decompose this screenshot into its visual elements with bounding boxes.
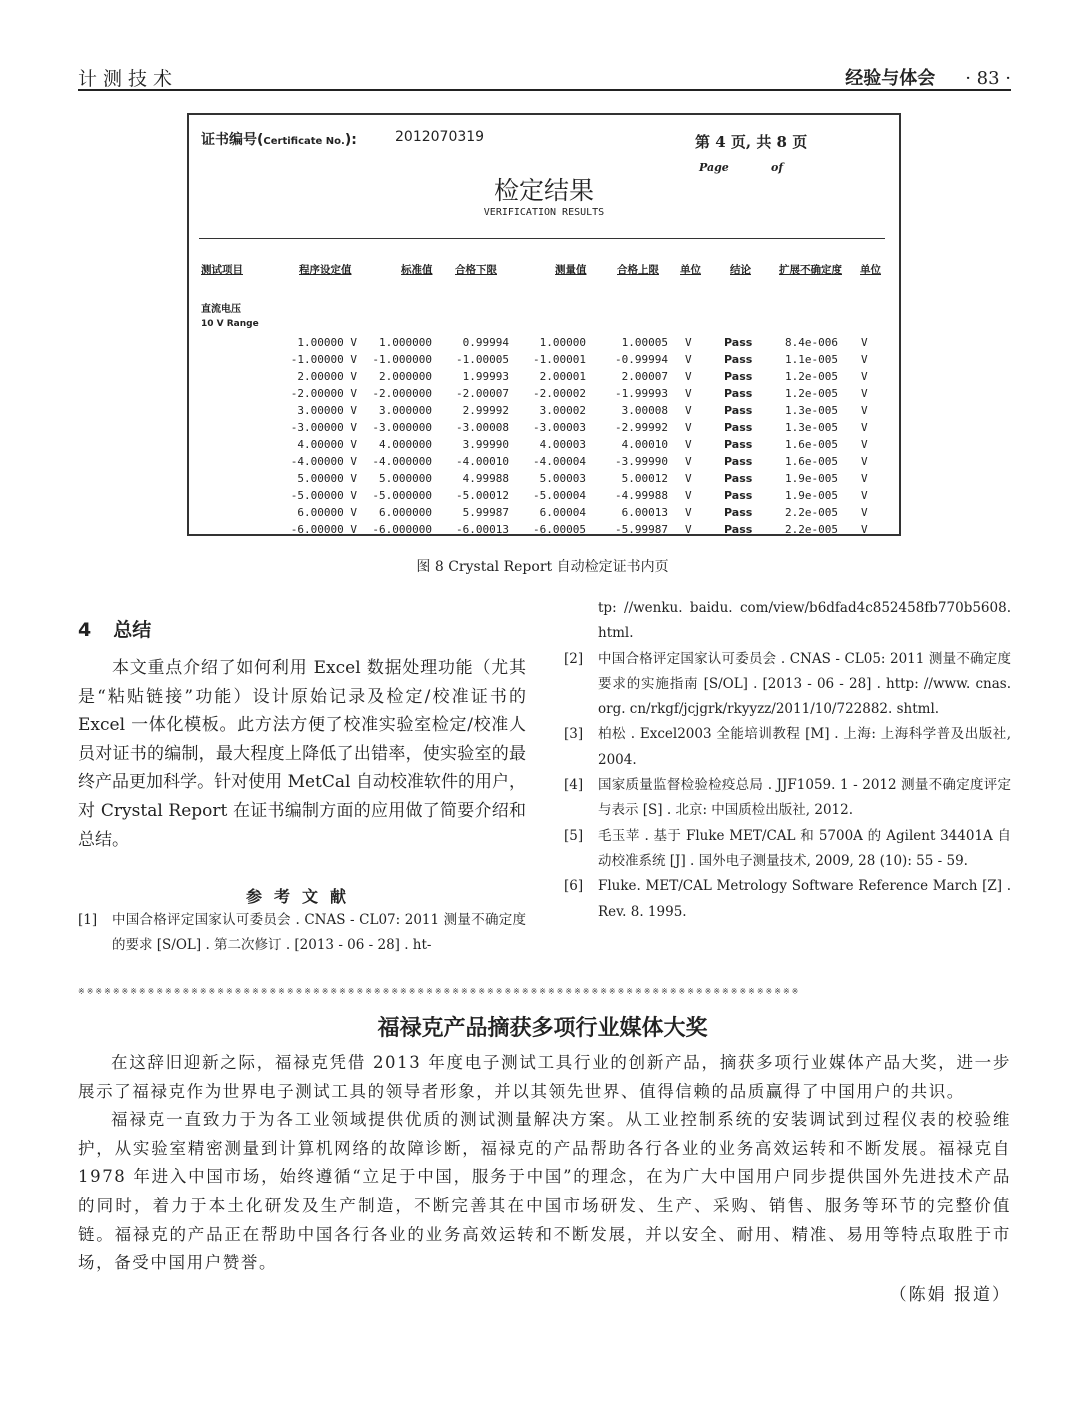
table-cell: Pass <box>724 336 753 349</box>
reference-text: 柏松 . Excel2003 全能培训教程 [M] . 上海: 上海科学普及出版社, 2004. <box>598 726 1011 768</box>
table-cell: 1.00005 <box>621 336 668 349</box>
table-cell: Pass <box>724 455 753 468</box>
page-number: · 83 · <box>965 68 1011 89</box>
table-cell: 1.9e-005 <box>785 489 838 502</box>
table-cell: Pass <box>724 489 753 502</box>
table-cell: -5.00012 <box>456 489 509 502</box>
table-cell: -6.000000 <box>372 523 432 536</box>
table-cell: -2.00000 V <box>290 387 357 400</box>
table-cell: 1.6e-005 <box>785 438 838 451</box>
reference-text: 中国合格评定国家认可委员会 . CNAS - CL07: 2011 测量不确定度的要求 [S/OL] . 第二次修订 . [2013 - 06 - 28] . ht- <box>112 912 526 954</box>
news-paragraph: 福禄克一直致力于为各工业领域提供优质的测试测量解决方案。从工业控制系统的安装调试到过程仪表的校验维护，从实验室精密测量到计算机网络的故障诊断，福禄克的产品帮助各行各业的业务高效运转和不断发展。福禄克自 1978 年进入中国市场，始终遵循“立足于中国，服务于中国”的理念，在为广大中国用户同步提供国外先进技术产品的同时，着力于本土化研发及生产制造，不断完善其在中国市场研发、生产、采购、销售、服务等环节的完整价值链。福禄克的产品正在帮助中国各行各业的业务高效运转和不断发展，并以安全、耐用、精准、易用等特点取胜于市场，备受中国用户赞誉。 <box>78 1110 1011 1273</box>
reference-text: 中国合格评定国家认可委员会 . CNAS - CL05: 2011 测量不确定度要求的实施指南 [S/OL] . [2013 - 06 - 28] . http: //www. cnas. org. cn/rkgf/jcjgrk/rkyyzz/2011/10/722882. shtml. <box>598 650 1011 718</box>
table-cell: V <box>861 455 868 468</box>
table-cell: 6.00000 V <box>297 506 357 519</box>
reference-item <box>564 773 1011 824</box>
table-cell: 3.000000 <box>379 404 432 417</box>
table-cell: -3.00003 <box>533 421 586 434</box>
table-cell: 4.000000 <box>379 438 432 451</box>
table-cell: 1.00000 V <box>297 336 357 349</box>
table-cell: 3.00002 <box>539 404 586 417</box>
references-right <box>564 596 1011 925</box>
table-column-header: 标准值 <box>401 264 433 276</box>
table-cell: V <box>861 489 868 502</box>
table-cell: 3.00008 <box>621 404 668 417</box>
table-cell: -5.00004 <box>533 489 586 502</box>
table-cell: Pass <box>724 387 753 400</box>
table-cell: -4.000000 <box>372 455 432 468</box>
table-cell: 4.99988 <box>462 472 509 485</box>
table-cell: 1.9e-005 <box>785 472 838 485</box>
running-header <box>78 60 1011 88</box>
table-cell: -1.00005 <box>456 353 509 366</box>
table-cell: -5.99987 <box>615 523 668 536</box>
table-cell: -6.00000 V <box>290 523 357 536</box>
table-cell: -0.99994 <box>615 353 668 366</box>
table-cell: V <box>685 455 692 468</box>
table-cell: 4.00010 <box>621 438 668 451</box>
certificate-figure <box>187 113 901 536</box>
table-cell: V <box>861 387 868 400</box>
certificate-page-info: 第 4 页, 共 8 页 <box>695 133 808 151</box>
table-cell: 4.00003 <box>539 438 586 451</box>
news-title: 福禄克产品摘获多项行业媒体大奖 <box>377 1016 708 1041</box>
section-heading <box>78 615 151 642</box>
table-cell: V <box>685 370 692 383</box>
reference-number: [5] <box>564 827 584 844</box>
references-heading: 参考文献 <box>245 887 358 906</box>
table-cell: V <box>685 421 692 434</box>
reference-number: [1] <box>78 912 98 928</box>
table-cell: -2.00002 <box>533 387 586 400</box>
table-cell: -5.00000 V <box>290 489 357 502</box>
table-column-header: 测量值 <box>555 264 587 276</box>
table-cell: Pass <box>724 438 753 451</box>
section-name: 经验与体会 <box>845 68 936 89</box>
table-cell: 2.2e-005 <box>785 523 838 536</box>
reference-item <box>78 908 526 959</box>
table-cell: 5.00003 <box>539 472 586 485</box>
table-cell: 1.2e-005 <box>785 370 838 383</box>
table-cell: V <box>685 489 692 502</box>
table-cell: V <box>861 353 868 366</box>
table-cell: -1.00001 <box>533 353 586 366</box>
range-label: 10 V Range <box>201 319 259 329</box>
certificate-number: 2012070319 <box>395 129 485 145</box>
table-cell: 2.00007 <box>621 370 668 383</box>
table-cell: Pass <box>724 506 753 519</box>
table-cell: V <box>861 404 868 417</box>
table-cell: 6.00004 <box>539 506 586 519</box>
section-and-page <box>845 64 1011 90</box>
table-cell: -3.00000 V <box>290 421 357 434</box>
news-paragraph: 在这辞旧迎新之际，福禄克凭借 2013 年度电子测试工具行业的创新产品，摘获多项行业媒体产品大奖，进一步展示了福禄克作为世界电子测试工具的领导者形象，并以其领先世界、值得信赖的品质赢得了中国用户的共识。 <box>78 1053 1011 1101</box>
table-cell: -3.000000 <box>372 421 432 434</box>
table-cell: -6.00013 <box>456 523 509 536</box>
table-cell: 1.00000 <box>539 336 586 349</box>
references-left <box>78 908 526 959</box>
table-cell: 2.00001 <box>539 370 586 383</box>
table-cell: 4.00000 V <box>297 438 357 451</box>
reference-number: [6] <box>564 878 584 895</box>
reference-item <box>564 874 1011 925</box>
table-cell: Pass <box>724 370 753 383</box>
table-cell: -2.00007 <box>456 387 509 400</box>
table-cell: V <box>861 336 868 349</box>
test-group-label: 直流电压 <box>201 304 241 315</box>
table-cell: 5.000000 <box>379 472 432 485</box>
table-cell: V <box>685 438 692 451</box>
certificate-rule <box>199 238 885 239</box>
table-cell: Pass <box>724 472 753 485</box>
reference-text: 国家质量监督检验检疫总局 . JJF1059. 1 - 2012 测量不确定度评定与表示 [S] . 北京: 中国质检出版社, 2012. <box>598 777 1011 819</box>
table-column-header: 合格上限 <box>617 264 659 276</box>
table-cell: Pass <box>724 404 753 417</box>
news-reporter: （陈娟 报道） <box>889 1285 1011 1305</box>
reference-item <box>564 722 1011 773</box>
reference-item <box>564 824 1011 875</box>
table-column-header: 扩展不确定度 <box>779 264 842 276</box>
journal-name: 计测技术 <box>78 68 179 90</box>
table-cell: Pass <box>724 421 753 434</box>
of-en-label: of <box>771 161 784 174</box>
table-cell: V <box>861 472 868 485</box>
table-cell: -3.00008 <box>456 421 509 434</box>
table-cell: V <box>685 387 692 400</box>
table-cell: -2.99992 <box>615 421 668 434</box>
table-cell: -1.000000 <box>372 353 432 366</box>
reference-text: Fluke. MET/CAL Metrology Software Reference March [Z] . Rev. 8. 1995. <box>598 878 1011 920</box>
table-cell: -4.99988 <box>615 489 668 502</box>
table-cell: 6.00013 <box>621 506 668 519</box>
table-cell: -5.000000 <box>372 489 432 502</box>
table-cell: V <box>685 404 692 417</box>
reference-text: 毛玉苹 . 基于 Fluke MET/CAL 和 5700A 的 Agilent 34401A 自动校准系统 [J] . 国外电子测量技术, 2009, 28 (10): 55 - 59. <box>598 827 1011 869</box>
table-cell: 3.99990 <box>462 438 509 451</box>
table-cell: -2.000000 <box>372 387 432 400</box>
verification-title: 检定结果 <box>493 176 594 205</box>
table-cell: 1.3e-005 <box>785 421 838 434</box>
table-cell: -4.00004 <box>533 455 586 468</box>
table-cell: 0.99994 <box>462 336 509 349</box>
table-cell: V <box>861 421 868 434</box>
table-column-header: 程序设定值 <box>299 264 352 276</box>
table-cell: 6.000000 <box>379 506 432 519</box>
header-rule <box>78 89 1011 91</box>
table-cell: V <box>861 370 868 383</box>
table-cell: V <box>861 438 868 451</box>
figure-caption: 图 8 Crystal Report 自动检定证书内页 <box>416 559 669 575</box>
table-cell: Pass <box>724 353 753 366</box>
table-column-header: 结论 <box>730 264 751 276</box>
table-column-header: 单位 <box>860 264 881 276</box>
reference-number: [4] <box>564 777 584 794</box>
table-column-header: 合格下限 <box>455 264 497 276</box>
table-cell: -4.00000 V <box>290 455 357 468</box>
table-cell: 1.99993 <box>462 370 509 383</box>
table-cell: 1.6e-005 <box>785 455 838 468</box>
table-cell: V <box>685 506 692 519</box>
reference-number: [2] <box>564 650 584 667</box>
table-cell: 2.00000 V <box>297 370 357 383</box>
table-cell: 1.1e-005 <box>785 353 838 366</box>
table-cell: 3.00000 V <box>297 404 357 417</box>
table-cell: V <box>861 523 868 536</box>
table-cell: -6.00005 <box>533 523 586 536</box>
certificate-number-label: 证书编号(Certificate No.): <box>201 132 357 148</box>
table-cell: 5.00012 <box>621 472 668 485</box>
section-title: 总结 <box>113 619 152 641</box>
table-cell: V <box>685 472 692 485</box>
table-cell: 2.000000 <box>379 370 432 383</box>
table-cell: V <box>861 506 868 519</box>
table-cell: 2.99992 <box>462 404 509 417</box>
table-column-header: 测试项目 <box>201 264 243 276</box>
table-cell: V <box>685 336 692 349</box>
section-divider: ※※※※※※※※※※※※※※※※※※※※※※※※※※※※※※※※※※※※※※※※※※※※※※※※※※※※※※※※※※※※※※※※※※※※※※※※※※※※※※※※※※※ <box>78 987 801 996</box>
page-en-label: Page <box>699 161 729 174</box>
summary-paragraph: 本文重点介绍了如何利用 Excel 数据处理功能（尤其是“粘贴链接”功能）设计原始记录及检定/校准证书的 Excel 一体化模板。此方法方便了校准实验室检定/校准人员对证书的编制，最大程度上降低了出错率，使实验室的最终产品更加科学。针对使用 MetCal 自动校准软件的用户，对 Crystal Report 在证书编制方面的应用做了简要介绍和总结。 <box>78 658 526 850</box>
table-cell: V <box>685 353 692 366</box>
table-cell: -1.99993 <box>615 387 668 400</box>
reference-continuation: tp: //wenku. baidu. com/view/b6dfad4c852458fb770b5608. html. <box>598 600 1011 642</box>
table-cell: 2.2e-005 <box>785 506 838 519</box>
reference-item <box>564 647 1011 723</box>
table-cell: 5.99987 <box>462 506 509 519</box>
table-cell: -3.99990 <box>615 455 668 468</box>
table-cell: -1.00000 V <box>290 353 357 366</box>
reference-number: [3] <box>564 726 584 743</box>
table-cell: 1.3e-005 <box>785 404 838 417</box>
table-cell: V <box>685 523 692 536</box>
table-cell: 1.000000 <box>379 336 432 349</box>
section-number: 4 <box>78 619 92 641</box>
table-cell: -4.00010 <box>456 455 509 468</box>
table-cell: Pass <box>724 523 753 536</box>
table-cell: 5.00000 V <box>297 472 357 485</box>
verification-subtitle: VERIFICATION RESULTS <box>483 207 605 218</box>
table-column-header: 单位 <box>680 264 701 276</box>
table-cell: 1.2e-005 <box>785 387 838 400</box>
news-body <box>78 1049 1011 1278</box>
table-cell: 8.4e-006 <box>785 336 838 349</box>
